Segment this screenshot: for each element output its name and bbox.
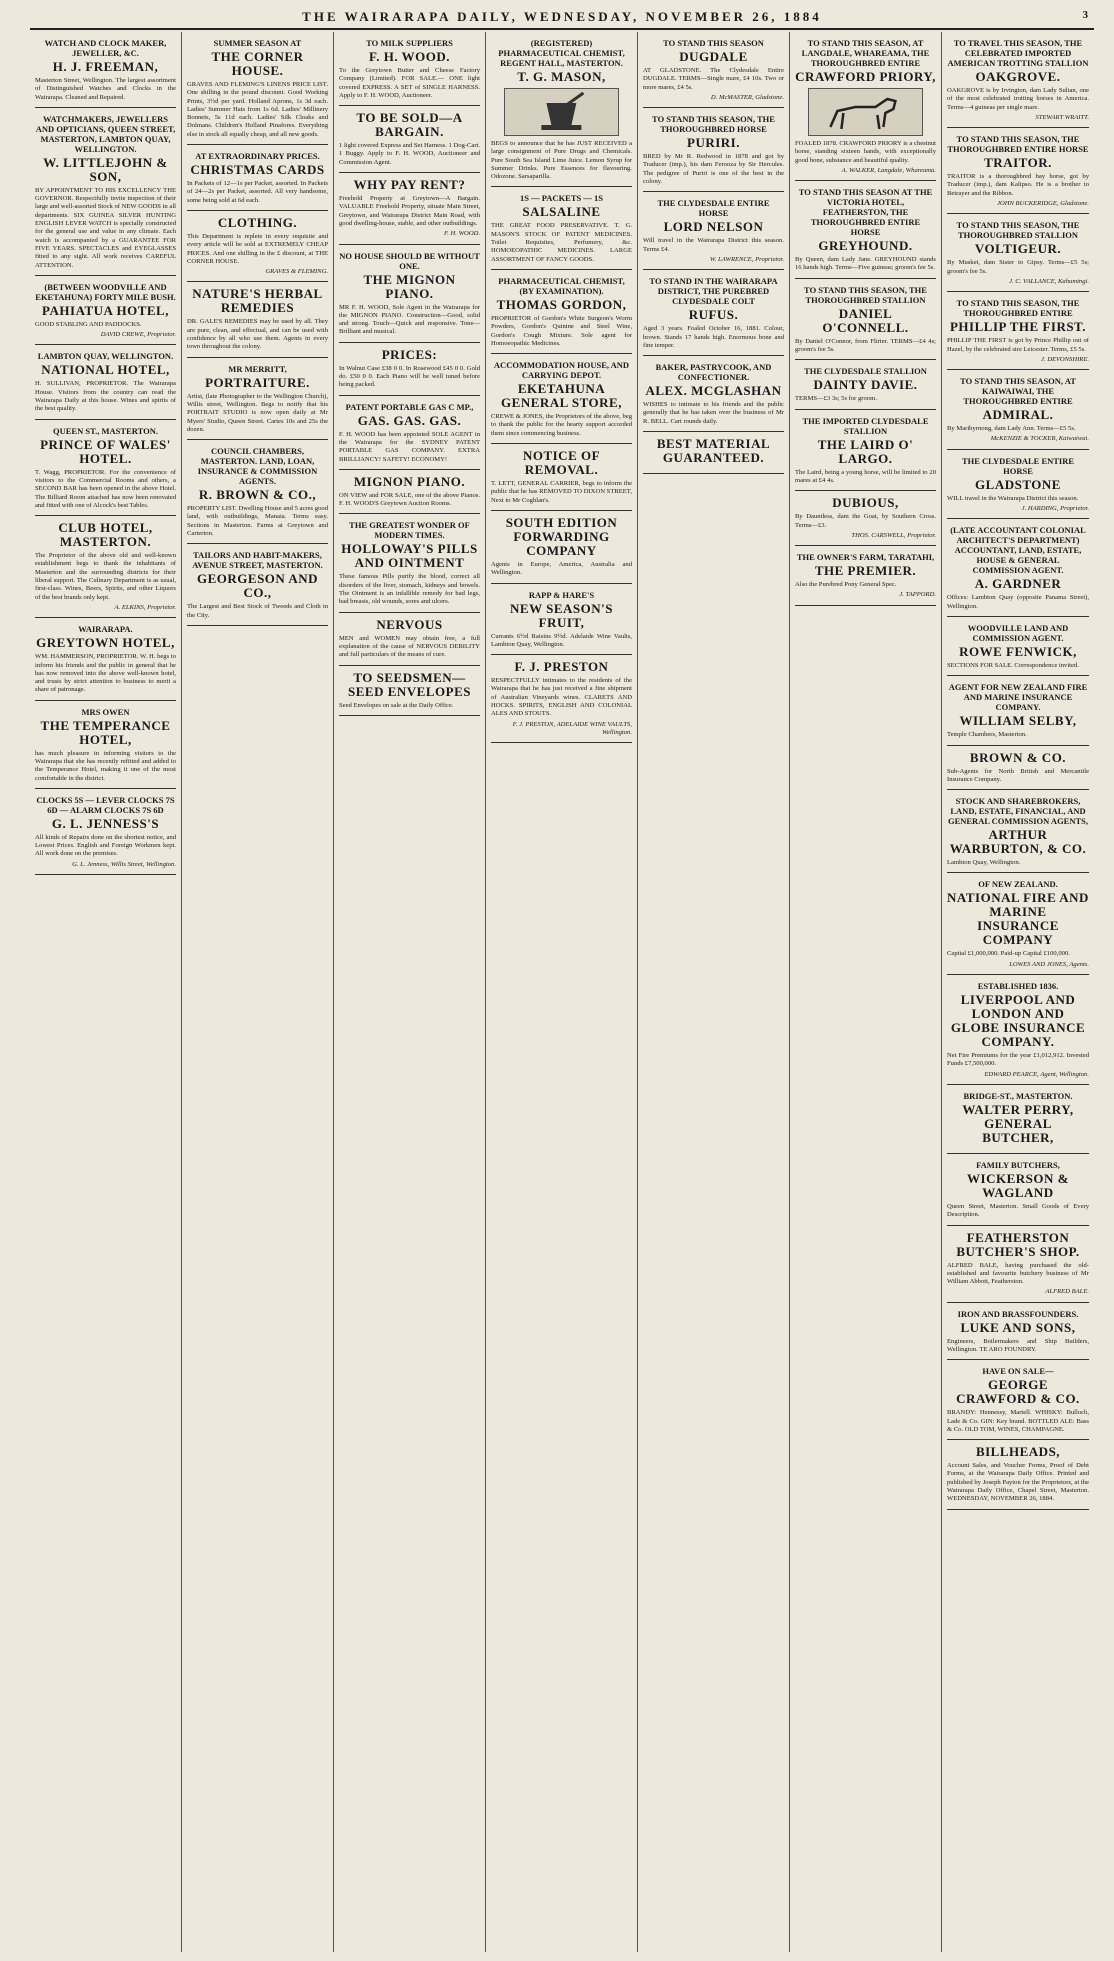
ad-body: MEN and WOMEN may obtain free, a full explanation of the cause of NERVOUS DEBILITY and full particulars of the means of cure. — [339, 634, 480, 659]
ad-body: BY APPOINTMENT TO HIS EXCELLENCY THE GOVERNOR. Respectfully invite inspection of their large and well-assorted Stock of NEW GOODS in all departments. SIX GUINEA SILVER HUNTING ENGLISH LEVER WATCH is specially constructed for the general use and value in any climate. Each watch is accompanied by a GUARANTEE FOR FIVE YEARS. SPECTACLES and EYEGLASSES fitted to any sight. All work receives CAREFUL ATTENTION. — [35, 186, 176, 269]
ad-heading: BROWN & CO. — [969, 749, 1067, 765]
ad-body: CREWE & JONES, the Proprietors of the above, beg to thank the public for the hearty support accorded them since commencing business. — [491, 413, 632, 437]
advertisement — [35, 789, 176, 875]
advertisement — [947, 873, 1089, 975]
advertisement — [947, 292, 1089, 370]
ad-body: TERMS—£3 3s; 5s for groom. — [795, 395, 877, 403]
ad-heading: MIGNON PIANO. — [353, 473, 466, 489]
ad-heading: SALSALINE — [522, 204, 601, 220]
ad-subheading: TO MILK SUPPLIERS — [366, 38, 453, 48]
ad-heading: TO BE SOLD—A BARGAIN. — [356, 110, 463, 140]
ad-signature: ALFRED BALE. — [1045, 1288, 1089, 1296]
ad-subheading: TAILORS AND HABIT-MAKERS, AVENUE STREET, MASTERTON. — [192, 550, 323, 571]
ad-body: BEGS to announce that he has JUST RECEIVED a large consignment of Pure Drugs and Chemicals. Pure South Sea Island Lime Juice. Lemon Syrup for Summer Drinks. Pure Essences for flavouring. Odozone. Sarsaparilla. — [491, 140, 632, 181]
advertisement — [35, 276, 176, 346]
ad-body: The Largest and Best Stock of Tweeds and Cloth in the City. — [187, 603, 328, 619]
ad-heading: R. BROWN & CO., — [198, 487, 317, 503]
advertisement — [795, 279, 936, 361]
ad-body: FOALED 1878. CRAWFORD PRIORY is a chestnut horse, standing sixteen hands, with exceptionally good bone, substance and beautiful quality. — [795, 140, 936, 164]
ad-subheading: BAKER, PASTRYCOOK, AND CONFECTIONER. — [655, 362, 772, 383]
ad-heading: ALEX. MCGLASHAN — [645, 383, 782, 399]
ad-heading: HOLLOWAY'S PILLS AND OINTMENT — [341, 541, 478, 571]
ad-signature: LOWES AND JONES, Agents. — [1009, 960, 1089, 968]
ad-body: This Department is replete in every requisite and every article will be sold at EXTREMELY CHEAP PRICES. And one shilling in the £ discount, at THE CORNER HOUSE. — [187, 232, 328, 265]
advertisement — [339, 106, 480, 173]
ad-heading: THE PREMIER. — [814, 563, 917, 579]
ad-subheading: SUMMER SEASON AT — [213, 38, 302, 48]
advertisement — [35, 108, 176, 276]
ad-subheading: MR MERRITT, — [228, 363, 287, 374]
advertisement — [339, 613, 480, 666]
ad-heading: DANIEL O'CONNELL. — [822, 305, 909, 335]
advertisement — [947, 32, 1089, 128]
ad-subheading: TO STAND THIS SEASON, THE THOROUGHBRED HORSE — [652, 114, 775, 135]
ad-heading: A. GARDNER — [974, 576, 1062, 592]
advertisement — [947, 1303, 1089, 1361]
advertisement — [795, 546, 936, 606]
column-7 — [942, 32, 1094, 1952]
ad-body: H. SULLIVAN, PROPRIETOR. The Wairarapa House. Visitors from the country can read the Wairarapa Daily at this house. Wines and spirits of the best quality. — [35, 380, 176, 413]
ad-signature: McKENZIE & TOCKER, Kaiwaiwai. — [990, 435, 1089, 443]
column-6 — [790, 32, 942, 1952]
ad-heading: FEATHERSTON BUTCHER'S SHOP. — [956, 1229, 1080, 1259]
ad-subheading: PHARMACEUTICAL CHEMIST, (BY EXAMINATION). — [498, 275, 625, 296]
ad-subheading: WATCH AND CLOCK MAKER, JEWELLER, &C. — [44, 38, 167, 58]
ad-body: RESPECTFULLY intimates to the residents of the Wairarapa that he has just received a fine shipment of Australian Vineyards wines. CLARETS AND HOCKS. SPIRITS, ENGLISH AND COLONIAL ALES AND STOUTS. — [491, 677, 632, 718]
ad-body: Seed Envelopes on sale at the Daily Office. — [339, 701, 454, 709]
ad-body: In Walnut Case £38 0 0. In Rosewood £45 0 0. Gold do. £50 0 0. Each Piano will be well tuned before being packed. — [339, 364, 480, 389]
advertisement — [339, 173, 480, 244]
ad-subheading: RAPP & HARE'S — [528, 589, 595, 600]
ad-signature: J. C. VALLANCE, Kahumingi. — [1009, 277, 1089, 285]
ad-signature: J. DEVONSHIRE. — [1041, 355, 1089, 363]
ad-subheading: THE CLYDESDALE ENTIRE HORSE — [657, 198, 770, 219]
ad-subheading: LAMBTON QUAY, WELLINGTON. — [37, 351, 174, 362]
ad-body: By Maribyrnong, dam Lady Ann. Terms—£5 5s. — [947, 425, 1076, 433]
ad-subheading: TO STAND THIS SEASON AT THE VICTORIA HOTEL, FEATHERSTON, THE THOROUGHBRED ENTIRE HORSE — [798, 187, 933, 238]
ad-body: Masterton Street, Wellington. The largest assortment of Distinguished Watches and Clocks in the Wairarapa. Cleaned and Repaired. — [35, 77, 176, 101]
ad-body: ON VIEW and FOR SALE, one of the above Pianos. F. H. WOOD'S Greytown Auction Rooms. — [339, 491, 480, 508]
ad-heading: LIVERPOOL AND LONDON AND GLOBE INSURANCE COMPANY. — [950, 992, 1086, 1050]
ad-body: By Musket, dam Sister to Gipsy. Terms—£5 5s; groom's fee 5s. — [947, 259, 1089, 275]
ad-heading: CLUB HOTEL, MASTERTON. — [58, 520, 153, 550]
ad-subheading: WOODVILLE LAND AND COMMISSION AGENT. — [967, 622, 1069, 643]
ad-body: Also the Purebred Pony General Spec. — [795, 581, 897, 589]
ad-body: Lambton Quay, Wellington. — [947, 859, 1021, 867]
ad-subheading: THE OWNER'S FARM, TARATAHI, — [796, 552, 935, 563]
ad-heading: WICKERSON & WAGLAND — [967, 1170, 1069, 1200]
ad-heading: DUBIOUS, — [832, 495, 899, 511]
column-2 — [182, 32, 334, 1952]
ad-heading: NATIONAL FIRE AND MARINE INSURANCE COMPANY — [947, 890, 1089, 948]
ad-signature: D. McMASTER, Gladstone. — [710, 93, 784, 101]
advertisement — [491, 187, 632, 269]
ad-heading: PRICES: — [381, 346, 438, 362]
ad-body: Sub-Agents for North British and Mercantile Insurance Company. — [947, 767, 1089, 783]
ad-body: OAKGROVE is by Irvington, dam Lady Sultan, one of the most celebrated trotting horses in America. Terms—4 guineas per single mare. — [947, 87, 1089, 111]
advertisement — [339, 470, 480, 515]
ad-heading: CHRISTMAS CARDS — [190, 162, 325, 178]
advertisement — [795, 181, 936, 279]
ad-body: Capital £1,000,000. Paid-up Capital £100,000. — [947, 950, 1070, 958]
ad-body: Artist, (late Photographer to the Wellington Church), Willis street, Wellington. Begs to notify that his PORTRAIT STUDIO is now open daily at Mr Myers' Studio, Queen Street. Cartes 10s and 25s the dozen. — [187, 392, 328, 433]
ad-body: These famous Pills purify the blood, correct all disorders of the liver, stomach, kidneys and bowels. The Ointment is an infallible remedy for bad legs, bad breasts, old wounds, sores and ulcers. — [339, 573, 480, 606]
ad-subheading: AT EXTRAORDINARY PRICES. — [195, 151, 320, 162]
advertisement — [491, 584, 632, 656]
advertisement — [187, 145, 328, 211]
column-3 — [334, 32, 486, 1952]
ad-body: To the Greytown Butter and Cheese Factory Company (Limited). FOR SALE.— ONE light covered EXPRESS. A SET of SINGLE HARNESS. Apply to F. H. WOOD, Auctioneer. — [339, 67, 480, 99]
advertisement — [35, 345, 176, 419]
advertisement — [947, 450, 1089, 520]
ad-signature: DAVID CREWE, Proprietor. — [100, 331, 176, 339]
ad-heading: THOMAS GORDON, — [496, 296, 627, 312]
advertisement — [35, 516, 176, 618]
advertisement — [795, 32, 936, 181]
advertisement — [947, 617, 1089, 676]
ad-signature: G. L. Jenness, Willis Street, Wellington. — [72, 860, 176, 868]
ad-subheading: COUNCIL CHAMBERS, MASTERTON. LAND, LOAN, INSURANCE & COMMISSION AGENTS. — [197, 446, 318, 487]
ad-body: BRED by Mr R. Redwood in 1878 and got by Traducer (imp.), his dam Ferooza by Sir Hercules. The pedigree of Puriri is one of the best in the colony. — [643, 153, 784, 186]
advertisement — [947, 975, 1089, 1085]
ad-heading: DUGDALE — [679, 49, 748, 64]
ad-subheading: (LATE ACCOUNTANT COLONIAL ARCHITECT'S DEPARTMENT) ACCOUNTANT, LAND, ESTATE, HOUSE & GENERAL COMMISSION AGENT. — [950, 525, 1086, 576]
advertisement — [795, 410, 936, 492]
ad-body: WM. HAMMERSON, PROPRIETOR. W. H. begs to inform his friends and the public in general that he has now removed into the above well-known hotel, and trusts by strict attention to business to merit a share of patronage. — [35, 653, 176, 694]
advertisement — [339, 32, 480, 106]
ad-subheading: TO STAND THIS SEASON, AT LANGDALE, WHAREAMA, THE THOROUGHBRED ENTIRE — [801, 38, 930, 68]
advertisement — [187, 358, 328, 440]
ad-body: Freehold Property at Greytown—A Bargain. VALUABLE Freehold Property, situate Main Street, Greytown, and Wairarapa District Main Road, with good dwelling-house, stable, and other outbuildings. — [339, 195, 480, 227]
advertisement — [643, 270, 784, 356]
ad-signature: A. ELKINS, Proprietor. — [114, 603, 176, 611]
column-5 — [638, 32, 790, 1952]
ad-heading: PURIRI. — [687, 135, 740, 151]
advertisement — [35, 32, 176, 108]
ad-signature: J. HARDING, Proprietor. — [1021, 505, 1089, 513]
ad-heading: NATIONAL HOTEL, — [41, 362, 170, 378]
ad-subheading: IRON AND BRASSFOUNDERS. — [957, 1308, 1079, 1319]
advertisement — [947, 128, 1089, 214]
ad-subheading: TO STAND THIS SEASON, AT KAIWAIWAI, THE THOROUGHBRED ENTIRE — [960, 376, 1076, 407]
ad-heading: PORTRAITURE. — [205, 374, 310, 390]
ad-subheading: ACCOMMODATION HOUSE, AND CARRYING DEPOT. — [493, 360, 630, 381]
ad-subheading: PATENT PORTABLE GAS C MP., — [345, 401, 474, 412]
ad-heading: VOLTIGEUR. — [974, 241, 1062, 257]
advertisement — [643, 32, 784, 108]
ad-body: Aged 3 years. Foaled October 16, 1881. Colour, brown. Stands 17 hands high. Enormous bone and fine temper. — [643, 325, 784, 349]
ad-subheading: FAMILY BUTCHERS, — [976, 1159, 1060, 1170]
advertisement — [187, 440, 328, 544]
advertisement — [947, 1360, 1089, 1440]
ad-subheading: TO TRAVEL THIS SEASON, THE CELEBRATED IMPORTED AMERICAN TROTTING STALLION — [947, 38, 1089, 68]
ad-heading: F. J. PRESTON — [514, 659, 609, 675]
ad-subheading: THE GREATEST WONDER OF MODERN TIMES. — [349, 520, 470, 541]
ad-subheading: BRIDGE-ST., MASTERTON. — [963, 1090, 1073, 1101]
ad-heading: THE MIGNON PIANO. — [363, 271, 456, 301]
ad-signature: F. J. PRESTON, ADELAIDE WINE VAULTS, Wellington. — [512, 720, 632, 736]
advertisement — [947, 214, 1089, 292]
ad-signature: GRAVES & FLEMING. — [265, 268, 328, 276]
ad-signature: EDWARD PEARCE, Agent, Wellington. — [984, 1070, 1089, 1078]
ad-heading: F. H. WOOD. — [369, 49, 450, 64]
advertisement — [643, 192, 784, 270]
advertisement — [643, 432, 784, 474]
ad-heading: PHILLIP THE FIRST. — [949, 319, 1087, 335]
ad-heading: GLADSTONE — [975, 476, 1061, 492]
ad-body: Account Sales, and Voucher Forms, Proof of Debt Forms, at the Wairarapa Daily Office. Printed and published by Joseph Payton for the Proprietors, at the Wairarapa Daily Office, Chapel Street, Masterton. WEDNESDAY, NOVEMBER 26, 1884. — [947, 1462, 1089, 1503]
ad-signature: THOS. CARSWELL, Proprietor. — [851, 531, 936, 539]
ad-heading: H. J. FREEMAN, — [52, 59, 159, 74]
ad-body: THE GREAT FOOD PRESERVATIVE. T. G. MASON'S STOCK OF PATENT MEDICINES. Toilet Requisites, Perfumery, &c. HOMOEOPATHIC MEDICINES. LARGE ASSORTMENT OF FANCY GOODS. — [491, 222, 632, 263]
ad-body: SECTIONS FOR SALE. Correspondence invited. — [947, 661, 1079, 669]
ad-heading: NEW SEASON'S FRUIT, — [510, 600, 613, 630]
advertisement — [947, 1440, 1089, 1509]
advertisement — [491, 354, 632, 444]
ad-signature: A. WALKER, Langdale, Whareama. — [841, 166, 936, 174]
ad-body: By Queen, dam Lady Jane. GREYHOUND stands 16 hands high. Terms—Five guineas; groom's fee 5s. — [795, 256, 936, 272]
ad-subheading: THE CLYDESDALE ENTIRE HORSE — [961, 455, 1075, 476]
column-1 — [30, 32, 182, 1952]
ad-heading: TRAITOR. — [984, 155, 1052, 171]
ad-subheading: TO STAND THIS SEASON, THE THOROUGHBRED ENTIRE — [956, 298, 1080, 319]
ad-body: Engineers, Boilermakers and Ship Builders, Wellington. TE ARO FOUNDRY. — [947, 1337, 1089, 1353]
ad-body: PROPRIETOR of Gordon's White Surgeon's Worm Powders, Gordon's Quinine and Steel Wine, Gordon's Cough Mixture. Sole agent for Homoeopathic Medicines. — [491, 314, 632, 347]
ad-heading: ARTHUR WARBURTON, & CO. — [949, 827, 1087, 857]
ad-body: WISHES to intimate to his friends and the public generally that he has taken over the business of Mr R. BELL. Cart rounds daily. — [643, 401, 784, 425]
ad-subheading: AGENT FOR NEW ZEALAND FIRE AND MARINE INSURANCE COMPANY. — [948, 682, 1088, 713]
ad-signature: J. TAPPORD. — [899, 591, 936, 599]
ad-heading: WALTER PERRY, GENERAL BUTCHER, — [962, 1101, 1074, 1145]
ad-heading: GEORGE CRAWFORD & CO. — [956, 1377, 1080, 1407]
advertisement — [187, 211, 328, 282]
advertisement — [491, 655, 632, 743]
ad-heading: LUKE AND SONS, — [960, 1319, 1076, 1335]
page-number: 3 — [1082, 9, 1088, 21]
advertisement — [643, 356, 784, 432]
ad-body: WILL travel in the Wairarapa District this season. — [947, 494, 1079, 502]
ad-body: F. H. WOOD has been appointed SOLE AGENT in the Wairarapa for the SYDNEY PATENT PORTABLE GAS COMPANY. EXTRA BRILLIANCY! SAFETY! ECONOMY! — [339, 430, 480, 463]
advertisement — [35, 420, 176, 516]
ad-subheading: WAIRARAPA. — [78, 624, 133, 635]
advertisement — [339, 396, 480, 470]
ad-subheading: TO STAND THIS SEASON, THE THOROUGHBRED STALLION — [804, 284, 927, 305]
advertisement — [643, 108, 784, 192]
ad-body: PHILLIP THE FIRST is got by Prince Phillip out of Hazel, by the celebrated sire Leicester. Terms, £5 5s. — [947, 337, 1089, 353]
ad-heading: G. L. JENNESS'S — [51, 815, 160, 831]
advertisement — [339, 343, 480, 396]
advertisement — [947, 519, 1089, 617]
advertisement — [187, 544, 328, 626]
ad-subheading: 1S — PACKETS — 1S — [520, 193, 603, 204]
ad-subheading: (BETWEEN WOODVILLE AND EKETAHUNA) FORTY MILE BUSH. — [35, 281, 176, 302]
ad-heading: T. G. MASON, — [517, 69, 606, 84]
ad-body: Will travel in the Wairarapa District this season. Terms £4. — [643, 237, 784, 253]
ad-subheading: TO STAND THIS SEASON, THE THOROUGHBRED STALLION — [956, 220, 1080, 241]
ad-subheading: (REGISTERED) PHARMACEUTICAL CHEMIST, REGENT HALL, MASTERTON. — [498, 38, 625, 68]
ad-body: T. LETT, GENERAL CARRIER, begs to inform the public that he has REMOVED TO DIXON STREET, Next to Mr Coghlan's. — [491, 480, 632, 504]
advertisement-columns — [30, 32, 1094, 1952]
ad-subheading: MRS OWEN — [81, 706, 130, 717]
ad-heading: RUFUS. — [688, 307, 739, 323]
ad-body: has much pleasure in informing visitors to the Wairarapa that she has recently refitted and added to the Temperance Hotel, making it one of the most comfortable in the district. — [35, 749, 176, 782]
advertisement — [339, 514, 480, 612]
ad-heading: PAHIATUA HOTEL, — [42, 302, 169, 318]
ad-body: The Proprietor of the above old and well-known establishment begs to thank the inhabitants of Masterton and the surrounding districts for their liberal support. The Culinary Department is as usual, first-class. Wines, Beers, Spirits, and other Liquors of the best brands only kept. — [35, 552, 176, 601]
ad-heading: GAS. GAS. GAS. — [357, 412, 462, 428]
ad-heading: WILLIAM SELBY, — [959, 713, 1077, 729]
ad-body: Agents in Europe, America, Australia and Wellington. — [491, 560, 632, 577]
advertisement — [947, 676, 1089, 745]
ad-heading: NERVOUS — [376, 616, 443, 632]
ad-subheading: TO STAND THIS SEASON — [663, 38, 764, 48]
advertisement — [795, 360, 936, 409]
ad-heading: OAKGROVE. — [975, 69, 1061, 84]
advertisement — [491, 32, 632, 187]
ad-body: By Daniel O'Connor, from Flirter. TERMS—£4 4s; groom's fee 5s. — [795, 337, 936, 354]
ad-body: GRAVES AND FLEMING'S LINENS PRICE LIST. One shilling in the pound discount. Good Working Prints, 3½d per yard. Holland Aprons, 1s 3d each. Ladies' Summer Hats from 1s 6d. Ladies' Millinery Bonnets, 5s 11d each. Ladies' Silk Cloaks and Dolmans. Children's Holland Pinafores. Everything else in stock all equally cheap, and all new goods. — [187, 81, 328, 138]
advertisement — [491, 270, 632, 354]
advertisement — [947, 790, 1089, 873]
advertisement — [491, 444, 632, 511]
ad-body: All kinds of Repairs done on the shortest notice, and Lowest Prices. English and Foreign Workmen kept. All work done on the premises. — [35, 833, 176, 858]
ad-subheading: TO STAND THIS SEASON, THE THOROUGHBRED ENTIRE HORSE — [947, 134, 1089, 155]
ad-body: Net Fire Premiums for the year £1,012,912. Invested Funds £7,500,000. — [947, 1052, 1089, 1068]
ad-body: In Packets of 12—1s per Packet, assorted. In Packets of 24—2s per Packet, assorted. All very handsome, some being sold at 6d each. — [187, 180, 328, 204]
ad-heading: GREYTOWN HOTEL, — [36, 635, 175, 651]
advertisement — [339, 666, 480, 716]
ad-heading: THE TEMPERANCE HOTEL, — [40, 717, 171, 747]
advertisement — [339, 245, 480, 343]
ad-subheading: TO STAND IN THE WAIRARAPA DISTRICT, THE PUREBRED CLYDESDALE COLT — [649, 276, 778, 307]
ad-body: GOOD STABLING AND PADDOCKS. — [35, 320, 142, 328]
ad-body: ALFRED BALE, having purchased the old-established and favourite butchery business of Mr William Abbott, Featherston. — [947, 1261, 1089, 1286]
advertisement — [35, 618, 176, 700]
ad-subheading: STOCK AND SHAREBROKERS, LAND, ESTATE, FINANCIAL, AND GENERAL COMMISSION AGENTS, — [947, 796, 1089, 827]
ad-heading: TO SEEDSMEN—SEED ENVELOPES — [348, 669, 471, 699]
ad-body: The Laird, being a young horse, will be limited to 20 mares at £4 4s. — [795, 468, 936, 484]
ad-body: Queen Street, Masterton. Small Goods of Every Description. — [947, 1202, 1089, 1219]
ad-body: MR F. H. WOOD, Sole Agent in the Wairarapa for the MIGNON PIANO. Construction—Good, solid and strong. Touch—Quick and responsive. Tone—Brilliant and musical. — [339, 303, 480, 336]
ad-body: T. Wagg, PROPRIETOR. For the convenience of visitors to the Commercial Rooms and others, a SECOND BAR has been opened in the above Hotel. The Billiard Room attached has now been renovated and fitted with one of Alcock's best Tables. — [35, 468, 176, 509]
ad-heading: PRINCE OF WALES' HOTEL. — [40, 436, 171, 466]
ad-heading: BEST MATERIAL GUARANTEED. — [656, 436, 771, 466]
ad-body: TRAITOR is a thoroughbred bay horse, got by Traducer (imp.), dam Kalipso. He is a brother to Betrayer and the Ribbon. — [947, 173, 1089, 197]
ad-signature: JOHN BUCKERIDGE, Gladstone. — [997, 200, 1089, 208]
ad-subheading: WATCHMAKERS, JEWELLERS AND OPTICIANS, QUEEN STREET, MASTERTON, LAMBTON QUAY, WELLINGTON. — [35, 113, 176, 154]
ad-body: 1 light covered Express and Set Harness. 1 Dog-Cart. 1 Buggy. Apply to F. H. WOOD, Auctioneer and Commission Agent. — [339, 142, 480, 166]
ad-body: Temple Chambers, Masterton. — [947, 731, 1027, 739]
advertisement — [187, 32, 328, 145]
ad-heading: EKETAHUNA GENERAL STORE, — [501, 381, 622, 411]
ad-body: Offices: Lambton Quay (opposite Panama Street), Wellington. — [947, 594, 1089, 610]
advertisement — [947, 1085, 1089, 1154]
advertisement — [187, 282, 328, 357]
ad-heading: NOTICE OF REMOVAL. — [522, 448, 601, 478]
ad-heading: BILLHEADS, — [975, 1444, 1061, 1460]
ad-signature: W. LAWRENCE, Proprietor. — [709, 255, 784, 263]
ad-body: Currants 6½d Raisins 9½d. Adelaide Wine Vaults, Lambton Quay, Wellington. — [491, 632, 632, 648]
ad-body: DR. GALE'S REMEDIES may be used by all. They are pure, clean, and effectual, and can be used with confidence by all who use them. Agents in every town throughout the colony. — [187, 318, 328, 351]
ad-heading: THE CORNER HOUSE. — [211, 49, 304, 78]
ad-heading: LORD NELSON — [663, 219, 764, 235]
ad-signature: STEWART WRAITT. — [1035, 113, 1089, 121]
ad-heading: ADMIRAL. — [982, 407, 1054, 423]
ad-subheading: ESTABLISHED 1836. — [977, 981, 1059, 992]
advertisement — [947, 1154, 1089, 1226]
advertisement — [795, 491, 936, 546]
ad-body: By Dauntless, dam the Goat, by Southern Cross. Terms—£3. — [795, 513, 936, 529]
masthead-title: THE WAIRARAPA DAILY, WEDNESDAY, NOVEMBER 26, 1884 — [302, 9, 822, 24]
column-4 — [486, 32, 638, 1952]
ad-heading: THE LAIRD O' LARGO. — [817, 436, 914, 466]
ad-heading: DAINTY DAVIE. — [813, 377, 918, 393]
masthead — [30, 6, 1094, 30]
horse-illustration-icon — [808, 88, 923, 136]
ad-body: AT GLADSTONE. The Clydesdale Entire DUGDALE. TERMS—Single mare, £4 10s. Two or more mares, £4 5s. — [643, 67, 784, 91]
ad-heading: CLOTHING. — [217, 214, 298, 230]
ad-heading: GEORGESON AND CO., — [197, 571, 318, 601]
ad-body: BRANDY: Hennessy, Martell. WHISKY: Bulloch, Lade & Co. GIN: Key brand. BOTTLED ALE: Bass & Co. OLD TOM, WINES, CHAMPAGNE. — [947, 1409, 1089, 1433]
ad-subheading: CLOCKS 5S — LEVER CLOCKS 7S 6D — ALARM CLOCKS 7S 6D — [36, 794, 175, 815]
ad-subheading: THE CLYDESDALE STALLION — [804, 366, 927, 377]
ad-subheading: HAVE ON SALE— — [982, 1366, 1054, 1377]
ad-heading: SOUTH EDITION FORWARDING COMPANY — [505, 514, 618, 558]
advertisement — [947, 746, 1089, 791]
ad-heading: CRAWFORD PRIORY, — [795, 69, 936, 84]
ad-subheading: NO HOUSE SHOULD BE WITHOUT ONE. — [339, 250, 480, 271]
ad-heading: WHY PAY RENT? — [353, 177, 466, 193]
advertisement — [947, 370, 1089, 450]
ad-subheading: THE IMPORTED CLYDESDALE STALLION — [802, 415, 929, 436]
ad-body: PROPERTY LIST. Dwelling House and 5 acres good land, with outbuildings, Manaia. Terms easy. Sections in Masterton. Farms at Greytown and Carterton. — [187, 505, 328, 538]
advertisement — [947, 1226, 1089, 1303]
ad-heading: NATURE'S HERBAL REMEDIES — [192, 286, 323, 316]
ad-heading: GREYHOUND. — [818, 238, 913, 254]
mortar-and-pestle-icon — [504, 88, 619, 136]
ad-subheading: QUEEN ST., MASTERTON. — [53, 425, 158, 436]
advertisement — [491, 511, 632, 584]
advertisement — [35, 701, 176, 789]
ad-heading: W. LITTLEJOHN & SON, — [43, 154, 168, 184]
ad-subheading: OF NEW ZEALAND. — [978, 879, 1058, 890]
ad-signature: F. H. WOOD. — [444, 230, 480, 238]
ad-heading: ROWE FENWICK, — [959, 643, 1077, 659]
